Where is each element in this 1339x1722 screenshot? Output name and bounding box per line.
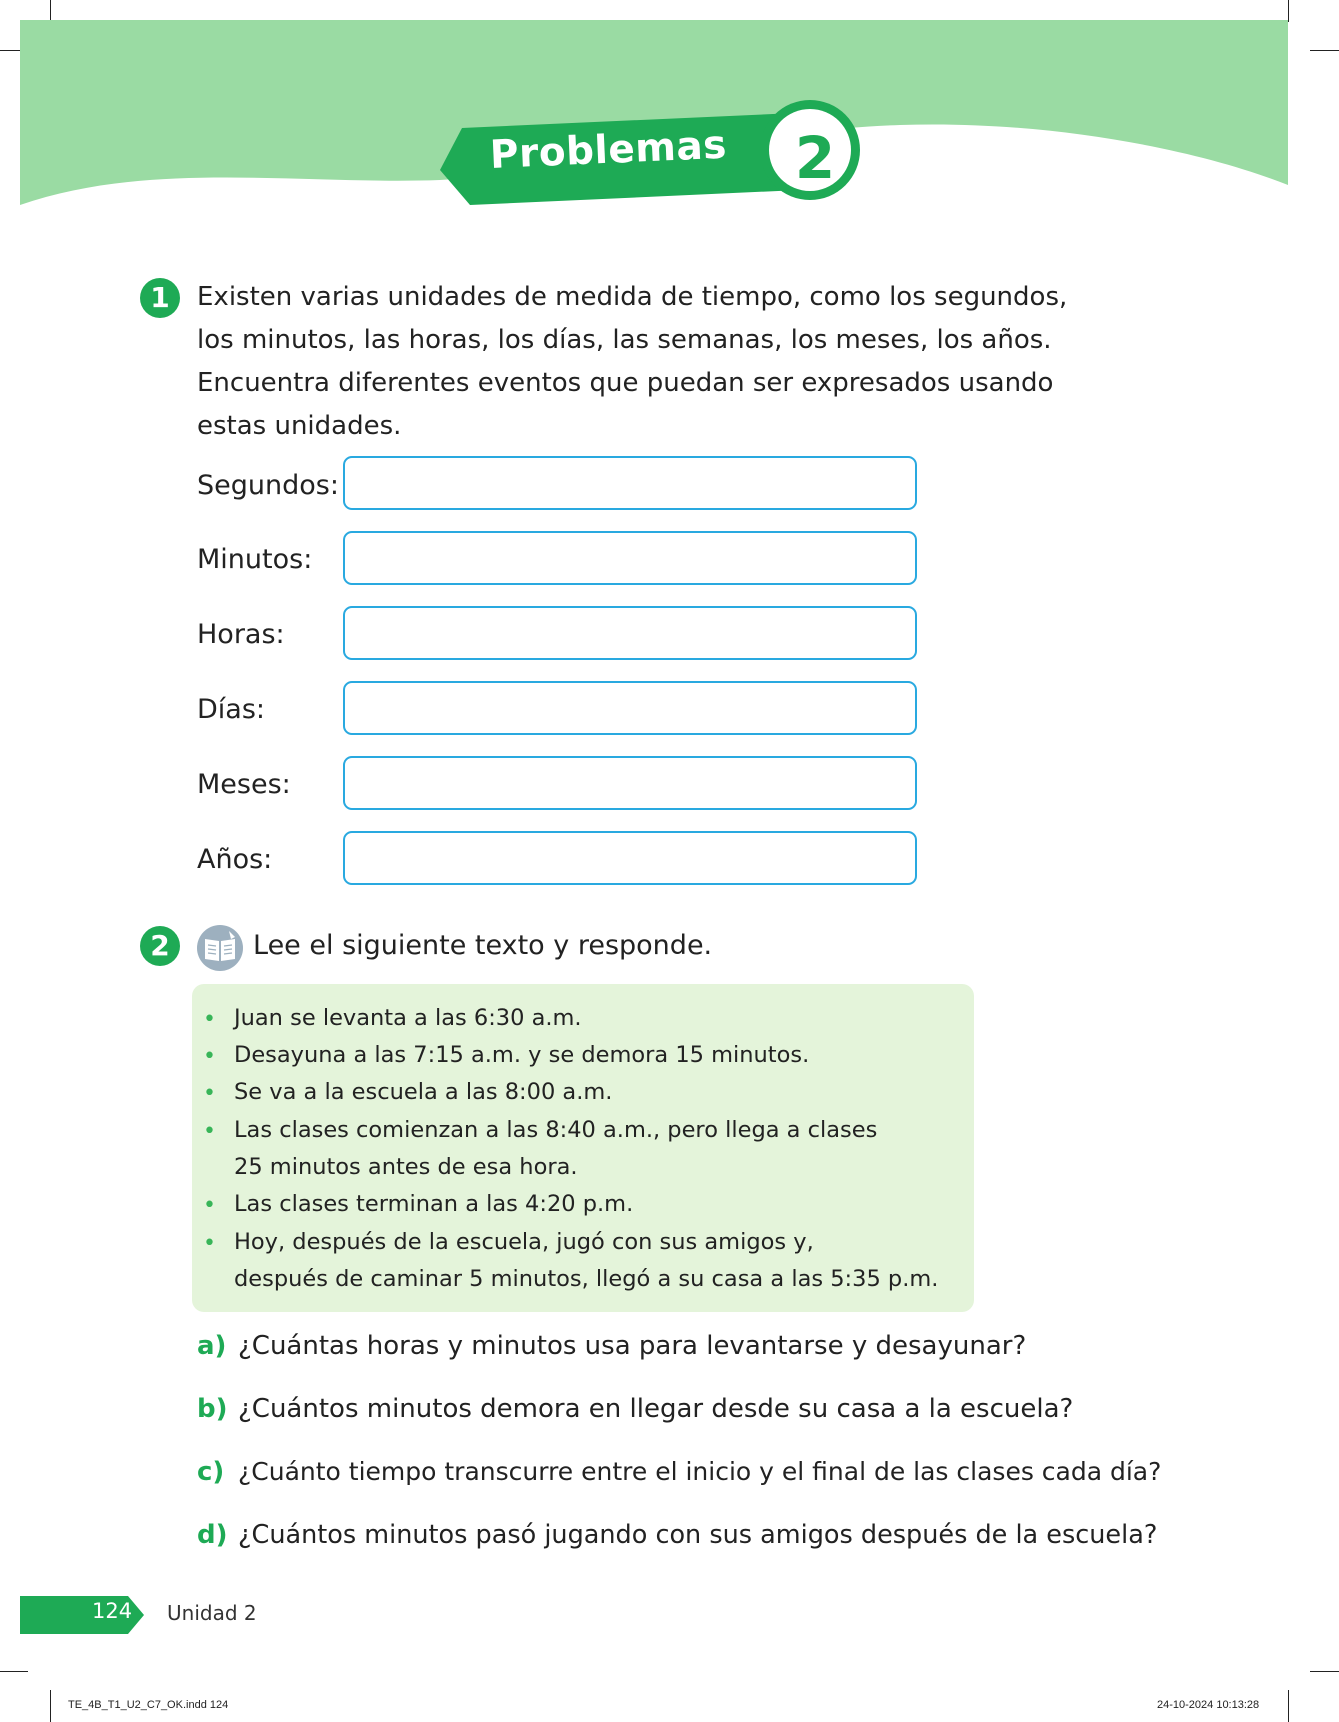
unit-label: Unidad 2: [167, 1601, 257, 1625]
question-letter-c: c): [197, 1457, 225, 1487]
file-slug: TE_4B_T1_U2_C7_OK.indd 124: [68, 1699, 229, 1711]
field-label-anos: Años:: [197, 844, 273, 875]
question-letter-b: b): [197, 1394, 228, 1424]
bullet: •: [203, 1193, 216, 1218]
field-label-minutos: Minutos:: [197, 544, 313, 575]
crop-mark: [1310, 1671, 1339, 1672]
page-title: Problemas: [489, 122, 728, 178]
crop-mark: [50, 1690, 51, 1722]
field-label-horas: Horas:: [197, 619, 285, 650]
question-c: ¿Cuánto tiempo transcurre entre el inicio y el final de las clases cada día?: [238, 1457, 1162, 1486]
info-line: Se va a la escuela a las 8:00 a.m.: [234, 1079, 613, 1105]
info-line: Las clases terminan a las 4:20 p.m.: [234, 1191, 634, 1217]
info-line: Hoy, después de la escuela, jugó con sus amigos y,: [234, 1229, 814, 1255]
answer-field-horas[interactable]: [343, 606, 917, 660]
answer-field-anos[interactable]: [343, 831, 917, 885]
page-number: 124: [92, 1599, 133, 1623]
header-band: [0, 0, 1339, 230]
bullet: •: [203, 1081, 216, 1106]
field-label-meses: Meses:: [197, 769, 291, 800]
bullet: •: [203, 1007, 216, 1032]
exercise-1-statement: Existen varias unidades de medida de tiempo, como los segundos, los minutos, las horas, los días, las semanas, los meses, los años. Encuentra diferentes eventos que puedan ser expresados usando estas unidades.: [197, 282, 1068, 441]
question-b: ¿Cuántos minutos demora en llegar desde su casa a la escuela?: [238, 1394, 1074, 1424]
answer-field-dias[interactable]: [343, 681, 917, 735]
info-line: 25 minutos antes de esa hora.: [234, 1154, 578, 1180]
info-line: Desayuna a las 7:15 a.m. y se demora 15 minutos.: [234, 1042, 810, 1068]
question-a: ¿Cuántas horas y minutos usa para levantarse y desayunar?: [238, 1331, 1027, 1361]
answer-field-meses[interactable]: [343, 756, 917, 810]
crop-mark: [0, 1671, 28, 1672]
print-timestamp: 24-10-2024 10:13:28: [1157, 1699, 1260, 1711]
info-line: después de caminar 5 minutos, llegó a su casa a las 5:35 p.m.: [234, 1266, 939, 1292]
field-label-segundos: Segundos:: [197, 470, 339, 501]
info-line: Las clases comienzan a las 8:40 a.m., pero llega a clases: [234, 1117, 878, 1143]
bullet: •: [203, 1231, 216, 1256]
book-icon: [197, 925, 243, 971]
exercise-number: 2: [140, 926, 180, 966]
crop-mark: [1288, 1690, 1289, 1722]
answer-field-minutos[interactable]: [343, 531, 917, 585]
title-number: 2: [794, 124, 836, 192]
field-label-dias: Días:: [197, 694, 266, 725]
question-letter-d: d): [197, 1520, 228, 1550]
info-line: Juan se levanta a las 6:30 a.m.: [234, 1005, 582, 1031]
question-d: ¿Cuántos minutos pasó jugando con sus amigos después de la escuela?: [238, 1520, 1158, 1550]
answer-field-segundos[interactable]: [343, 456, 917, 510]
exercise-number: 1: [140, 278, 180, 318]
bullet: •: [203, 1044, 216, 1069]
question-letter-a: a): [197, 1331, 227, 1361]
bullet: •: [203, 1119, 216, 1144]
exercise-2-instruction: Lee el siguiente texto y responde.: [253, 930, 713, 961]
reading-text-box: [192, 984, 974, 1312]
